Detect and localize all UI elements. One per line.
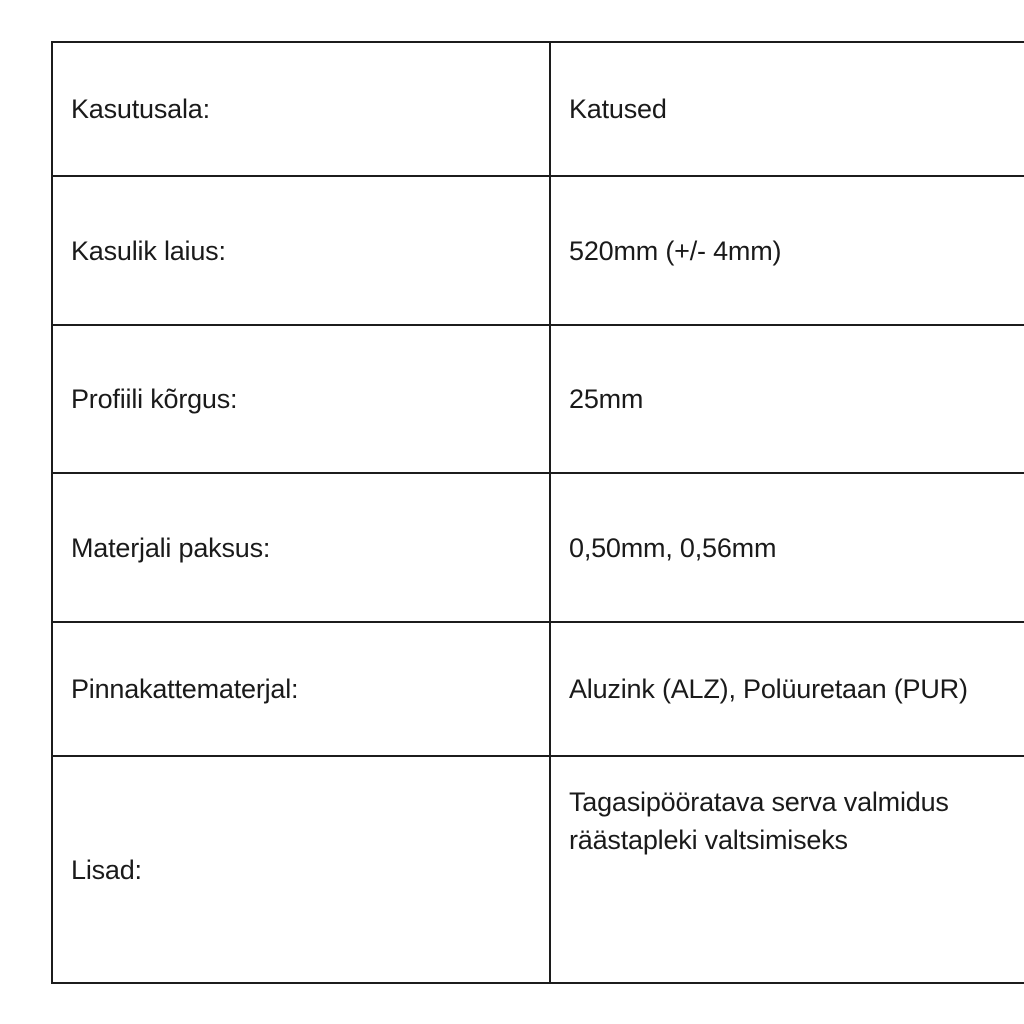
spec-label: Kasutusala: [52,42,550,176]
spec-value: 520mm (+/- 4mm) [550,176,1024,325]
spec-row-pinnakattematerjal [52,622,1024,756]
spec-label: Lisad: [52,756,550,983]
spec-value: Tagasipööratava serva valmidus räästapleki valtsimiseks [550,756,1024,983]
spec-row-kasutusala [52,42,1024,176]
spec-value: 0,50mm, 0,56mm [550,473,1024,622]
spec-value: Aluzink (ALZ), Polüuretaan (PUR) [550,622,1024,756]
spec-label: Materjali paksus: [52,473,550,622]
spec-row-profiili-korgus [52,325,1024,473]
spec-row-materjali-paksus [52,473,1024,622]
spec-value: Katused [550,42,1024,176]
spec-row-kasulik-laius [52,176,1024,325]
spec-row-lisad [52,756,1024,983]
spec-label: Kasulik laius: [52,176,550,325]
spec-value: 25mm [550,325,1024,473]
spec-label: Pinnakattematerjal: [52,622,550,756]
spec-table [51,41,1024,984]
spec-label: Profiili kõrgus: [52,325,550,473]
